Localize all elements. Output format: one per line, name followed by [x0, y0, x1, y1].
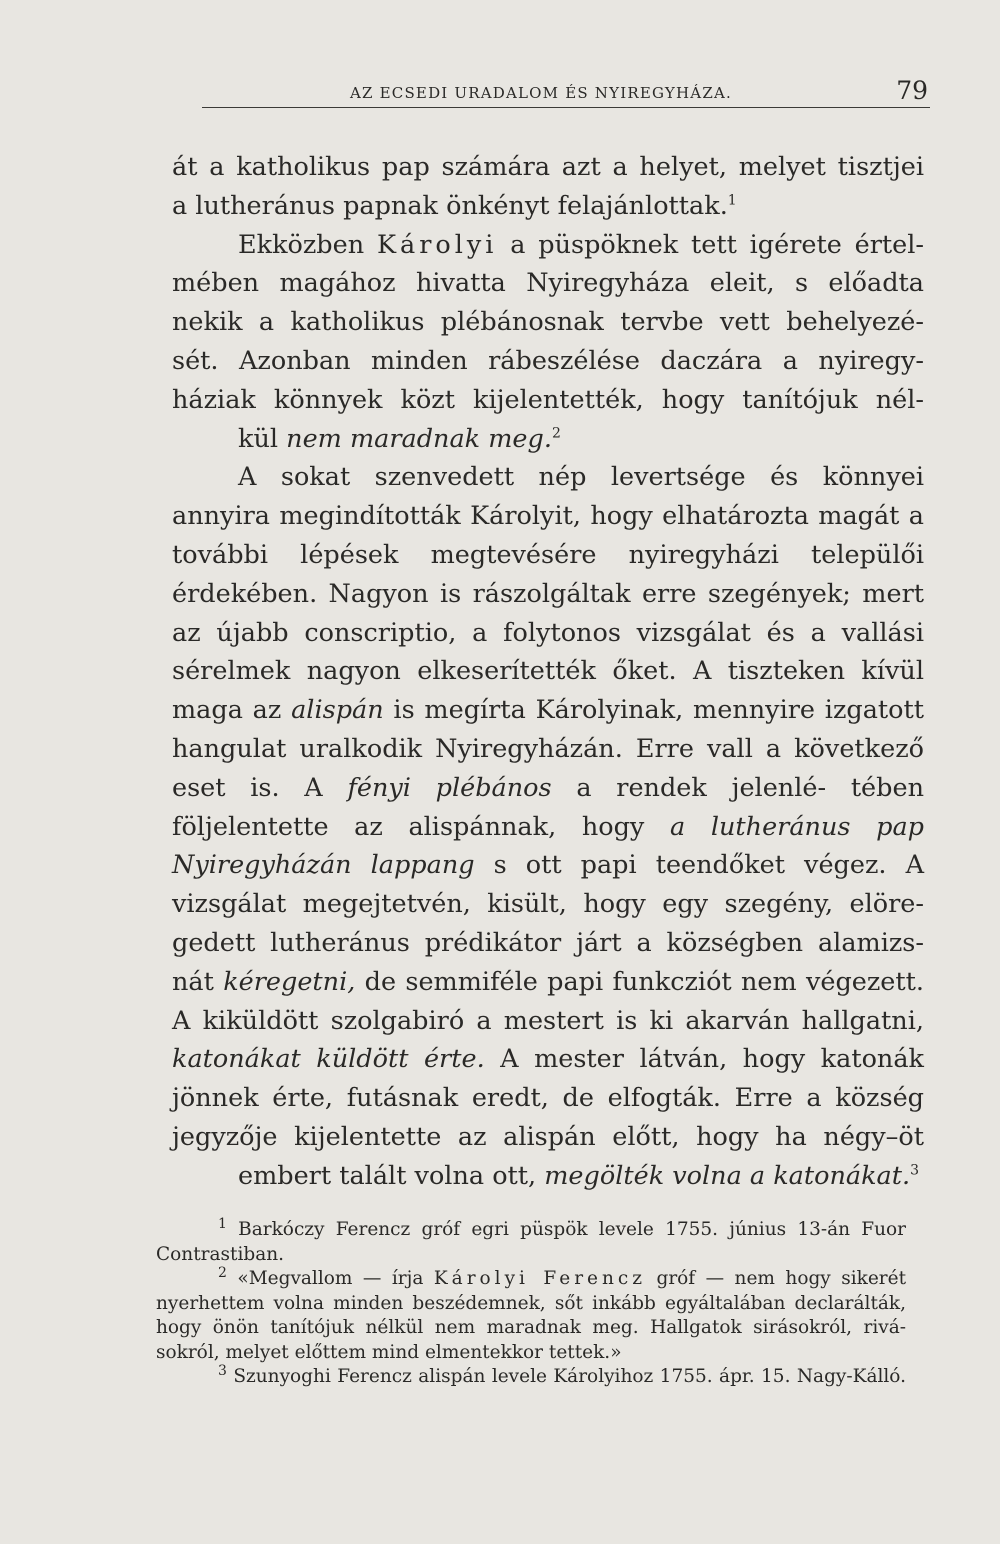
text-line: izgatott hangulat uralkodik Nyiregyházán. Erre vall a [172, 695, 925, 764]
footnotes [156, 1215, 907, 1390]
footnote-2 [156, 1264, 907, 1365]
footnote-marker: 2 [218, 1264, 227, 1281]
text-line: gedett lutheránus prédikátor járt a községben alamizs- [172, 927, 924, 958]
text-line: A vizsgálat megejtetvén, kisült, hogy egy szegény, elöre- [172, 850, 924, 920]
text-line: jegyzője kijelentette az alispán előtt, hogy ha négy–öt [172, 1121, 924, 1152]
text-line: jönnek érte, futásnak eredt, de elfogták. Erre a község [172, 1083, 924, 1114]
text-line: embert talált volna ott, megölték volna a katonákat.$^3$ [238, 1160, 920, 1191]
text-line: következő eset is. A fényi plébános a rendek jelenlé- [172, 733, 924, 803]
footnote-marker: 1 [218, 1215, 227, 1232]
text-line: mében magához hivatta Nyiregyháza eleit, s előadta [172, 268, 924, 299]
footnote-ref[interactable]: 3 [910, 1162, 920, 1179]
paragraph-2 [172, 226, 924, 459]
page-header [160, 78, 930, 118]
text-line: nát kéregetni, de semmiféle papi funkcziót nem végezett. [172, 966, 924, 997]
footnote-line: «Megvallom — írja Károlyi Ferencz gróf — nem hogy sikerét [237, 1268, 907, 1289]
italic-phrase: pap Nyiregyházán lappang [172, 811, 924, 881]
text-line: kül nem maradnak meg.$^2$ [238, 423, 561, 454]
footnote-line: sokról, melyet előttem mind elmentekkor tettek.» [156, 1341, 622, 1363]
main-text [172, 148, 924, 1196]
italic-phrase: kéregetni, [223, 966, 356, 997]
paragraph-3 [172, 458, 924, 1195]
text-line: annyira megindították Károlyit, hogy elhatározta magát [172, 501, 900, 532]
text-line: mert az újabb conscriptio, a folytonos vizsgálat és a [172, 578, 925, 648]
footnote-line: nyerhettem volna minden beszédemnek, sőt inkább egyáltalában declarálták, [156, 1292, 906, 1314]
paragraph-1 [172, 148, 924, 226]
footnote-ref[interactable]: 2 [551, 425, 561, 442]
footnote-line: Contrastiban. [156, 1243, 285, 1265]
text-line: a további lépések megtevésére nyiregyházi települői [172, 501, 924, 570]
italic-phrase: katonákat küldött érte. [172, 1044, 485, 1075]
footnote-ref[interactable]: 1 [727, 192, 737, 209]
text-line: érdekében. Nagyon is rászolgáltak erre szegények; [172, 578, 851, 609]
footnote-line: Szunyoghi Ferencz alispán levele Károlyihoz 1755. ápr. 15. Nagy-Kálló. [233, 1366, 907, 1387]
italic-phrase: megölték volna a katonákat. [544, 1160, 911, 1191]
spaced-name: Károlyi Ferencz [433, 1268, 647, 1289]
text-line: nekik a katholikus plébánosnak tervbe vett behelyezé- [172, 307, 924, 338]
italic-phrase: a lutheránus [669, 811, 851, 842]
text-line: a lutheránus papnak önkényt felajánlottak.$^1$ [172, 190, 737, 221]
footnote-line: Barkóczy Ferencz gróf egri püspök levele 1755. június 13-án Fuor [238, 1219, 906, 1240]
text-line: tében följelentette az alispánnak, hogy a lutheránus [172, 772, 924, 842]
italic-phrase: nem maradnak meg. [286, 423, 552, 454]
text-line: Ekközben Károlyi a püspöknek tett igérete értel- [238, 229, 925, 260]
header-rule [202, 107, 930, 108]
text-line: vallási sérelmek nagyon elkeserítették őket. A tiszteken [172, 617, 924, 687]
italic-phrase: fényi plébános [347, 772, 552, 803]
text-line: sét. Azonban minden rábeszélése daczára a nyiregy- [172, 345, 924, 376]
page-number: 79 [896, 76, 928, 105]
text-line: át a katholikus pap számára azt a helyet, melyet tisztjei [172, 152, 924, 182]
text-line: pap Nyiregyházán lappang s ott papi teendőket végez. [172, 811, 924, 881]
spaced-name: Károlyi [376, 229, 498, 260]
text-line: kívül maga az alispán is megírta Károlyinak, mennyire [172, 656, 925, 726]
footnote-line: hogy önön tanítójuk nélkül nem maradnak meg. Hallgatok sirásokról, rivá- [156, 1317, 906, 1338]
text-line: A kiküldött szolgabiró a mestert is ki akarván hallgatni, [172, 1005, 924, 1036]
text-line: katonákat küldött érte. A mester látván, hogy katonák [172, 1044, 924, 1075]
text-line: A sokat szenvedett nép levertsége és könnyei [238, 462, 924, 493]
footnote-marker: 3 [218, 1362, 227, 1379]
footnote-3 [156, 1362, 907, 1390]
italic-phrase: alispán [291, 695, 384, 726]
footnote-1 [156, 1215, 906, 1267]
running-title: AZ ECSEDI URADALOM ÉS NYIREGYHÁZA. [350, 84, 732, 102]
text-line: háziak könnyek közt kijelentették, hogy tanítójuk nél- [172, 384, 924, 415]
